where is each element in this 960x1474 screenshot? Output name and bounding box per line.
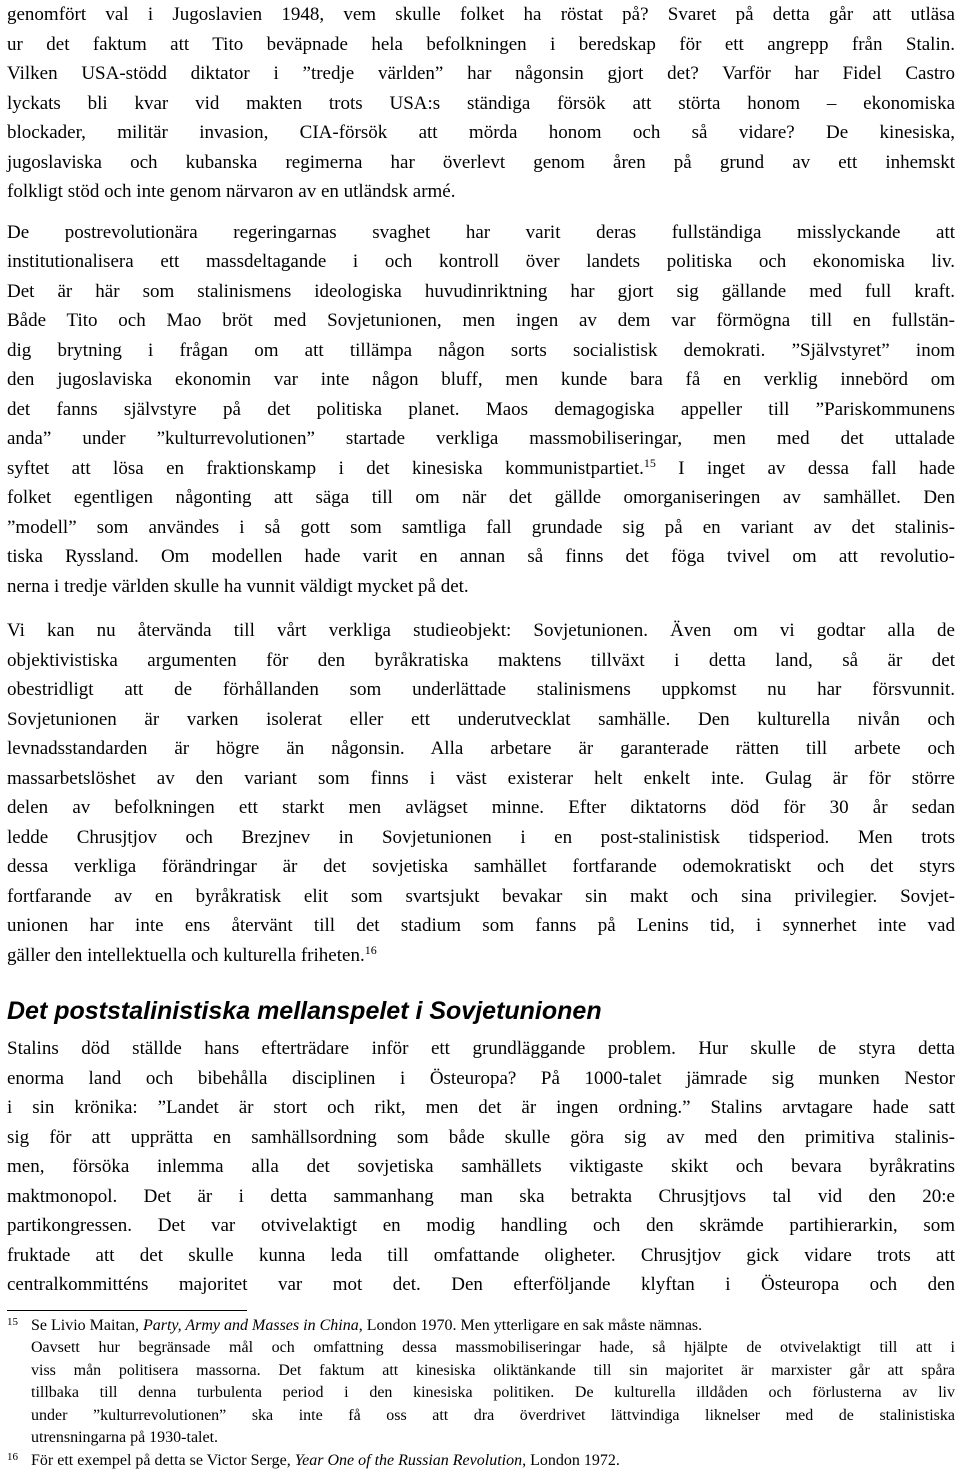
text-line — [7, 941, 955, 971]
text-line: fruktade att det skulle kunna leda till omfattande oligheter. Chrusjtjov gick vidare trots att — [7, 1244, 955, 1266]
text-line: jugoslaviska och kubanska regimerna har överlevt genom åren på grund av ett inhemskt — [7, 151, 955, 173]
text-line: men, försöka inlemma alla det sovjetiska samhällets viktigaste skikt och bevara byråkratins — [7, 1156, 955, 1177]
text-line — [31, 1450, 955, 1473]
text-segment: , London 1972. — [522, 1451, 620, 1469]
text-line — [31, 1315, 955, 1338]
text-segment: syftet att lösa en fraktionskamp i det kinesiska kommunistpartiet. — [7, 457, 644, 479]
text-line: ledde Chrusjtjov och Brezjnev in Sovjetunionen i en post-stalinistisk tidsperiod. Men trots — [7, 826, 955, 848]
text-line: dessa verkliga förändringar är det sovjetiska samhället fortfarande odemokratiskt och det styrs — [7, 856, 955, 877]
text-line: objektivistiska argumenten för den byråkratiska maktens tillväxt i detta land, så är det — [7, 649, 955, 671]
text-line: tillbaka till denna turbulenta period i den kinesiska politiken. De kulturella illdåden och förlusterna av liv — [31, 1384, 955, 1401]
footnotes — [7, 1315, 955, 1473]
text-line: blockader, militär invasion, CIA-försök att mörda honom och så vidare? De kinesiska, — [7, 122, 955, 143]
section-heading: Det poststalinistiska mellanspelet i Sovjetunionen — [7, 997, 602, 1025]
text-line: Stalins död ställde hans efterträdare inför ett grundläggande problem. Hur skulle de styra detta — [7, 1038, 955, 1059]
text-line: lyckats bli kvar vid makten trots USA:s ständiga försök att störta honom – ekonomiska — [7, 92, 955, 114]
text-line: nerna i tredje världen skulle ha vunnit väldigt mycket på det. — [7, 575, 469, 597]
text-line: centralkommitténs majoritet var mot det. Den efterföljande klyftan i Östeuropa och den — [7, 1274, 955, 1295]
text-line: dig brytning i frågan om att tillämpa någon sorts socialistisk demokrati. ”Självstyret” inom — [7, 339, 955, 361]
text-line: De postrevolutionära regeringarnas svaghet har varit deras fullständiga misslyckande att — [7, 221, 955, 243]
text-line: ur det faktum att Tito beväpnade hela befolkningen i beredskap för ett angrepp från Stalin. — [7, 33, 955, 55]
text-line: maktmonopol. Det är i detta sammanhang man ska betrakta Chrusjtjovs tal vid den 20:e — [7, 1185, 955, 1207]
text-line — [7, 454, 955, 484]
text-line: det fanns självstyre på det politiska planet. Maos demagogiska appeller till ”Pariskommunens — [7, 398, 955, 420]
text-line: delen av befolkningen ett starkt men avlägset minne. Efter diktatorns död för 30 år sedan — [7, 797, 955, 818]
paragraph-2 — [7, 218, 955, 602]
text-line: Både Tito och Mao bröt med Sovjetunionen, men ingen av dem var förmögna till en fullstän- — [7, 310, 955, 331]
footnote-16 — [7, 1450, 955, 1473]
text-line: folket egentligen någonting att säga till om när det gällde omorganiseringen av samhället. Den — [7, 487, 955, 508]
text-line: unionen har inte ens återvänt till det stadium som fanns på Lenins tid, i synnerhet inte vad — [7, 915, 955, 936]
text-line: viss mån politisera massorna. Det faktum att kinesiska oliktänkande till sin majoritet är marxister går att spåra — [31, 1361, 955, 1379]
footnote-ref-15[interactable]: 15 — [643, 455, 656, 470]
citation-title: Year One of the Russian Revolution — [294, 1451, 523, 1469]
document-page — [7, 0, 955, 1472]
text-line: Vilken USA-stödd diktator i ”tredje världen” har någonsin gjort det? Varför har Fidel Castro — [7, 63, 955, 84]
text-line: Vi kan nu återvända till vårt verkliga studieobjekt: Sovjetunionen. Även om vi godtar alla de — [7, 620, 955, 641]
text-line: den jugoslaviska ekonomin var inte någon bluff, men kunde bara få en verklig innebörd om — [7, 369, 955, 390]
text-line: Sovjetunionen är varken isolerat eller ett underutvecklat samhälle. Den kulturella nivån och — [7, 708, 955, 730]
citation-title: Party, Army and Masses in China — [142, 1316, 359, 1334]
text-line: under ”kulturrevolutionen” ska inte få oss att dra överdrivet lättvindiga liknelser med de stalinistiska — [31, 1406, 955, 1424]
text-line: obestridligt att de förhållanden som underlättade stalinismens uppkomst nu har försvunnit. — [7, 679, 955, 700]
text-segment: För ett exempel på detta se Victor Serge, — [31, 1451, 295, 1469]
text-line: Det är här som stalinismens ideologiska huvudinriktning har gjort sig gällande med full kraft. — [7, 280, 955, 302]
footnote-divider — [7, 1310, 247, 1311]
text-line: institutionalisera ett massdeltagande i och kontroll över landets politiska och ekonomiska liv. — [7, 251, 955, 272]
text-segment: gäller den intellektuella och kulturella friheten. — [7, 944, 365, 966]
text-line: Oavsett hur begränsade mål och omfattning dessa massmobiliseringar hade, så hjälpte de otvivelaktigt till att i — [31, 1339, 955, 1356]
footnote-number: 15 — [7, 1315, 18, 1328]
text-segment: , London 1970. Men ytterligare en sak måste nämnas. — [358, 1316, 703, 1334]
text-line: partikongressen. Det var otvivelaktigt en modig handling och den skrämde partihierarkin, som — [7, 1215, 955, 1236]
text-line: ”modell” som användes i så gott som samtliga fall grundade sig på en variant av det stalinis- — [7, 516, 955, 538]
text-line: fortfarande av en byråkratisk elit som svartsjukt bevakar sin makt och sina privilegier. Sovjet- — [7, 885, 955, 907]
text-line: massarbetslöshet av den variant som finns i väst existerar helt enkelt inte. Gulag är för större — [7, 767, 955, 789]
text-segment: Se Livio Maitan, — [31, 1316, 143, 1334]
text-line: anda” under ”kulturrevolutionen” startade verkliga massmobiliseringar, men med det uttalade — [7, 428, 955, 449]
paragraph-1 — [7, 0, 955, 207]
text-line: i sin krönika: ”Landet är stort och rikt, men det är ingen ordning.” Stalins arvtagare hade satt — [7, 1097, 955, 1118]
footnote-ref-16[interactable]: 16 — [364, 942, 377, 957]
text-line: folkligt stöd och inte genom närvaron av en utländsk armé. — [7, 181, 456, 202]
text-line: enorma land och bibehålla disciplinen i Östeuropa? På 1000-talet jämrade sig munken Nestor — [7, 1067, 955, 1089]
footnote-number: 16 — [7, 1450, 18, 1463]
section-paragraph — [7, 1034, 955, 1300]
text-segment: I inget av dessa fall hade — [655, 457, 956, 479]
footnote-15 — [7, 1315, 955, 1450]
text-line: tiska Ryssland. Om modellen hade varit en annan så finns det föga tvivel om att revolutio- — [7, 546, 955, 567]
text-line: genomfört val i Jugoslavien 1948, vem skulle folket ha röstat på? Svaret på detta går att utläsa — [7, 4, 955, 25]
text-line: utrensningarna på 1930-talet. — [31, 1429, 219, 1446]
text-line: sig för att upprätta en samhällsordning som både skulle göra sig av med den primitiva stalinis- — [7, 1126, 955, 1148]
paragraph-3 — [7, 616, 955, 970]
text-line: levnadsstandarden är högre än någonsin. Alla arbetare är garanterade rätten till arbete och — [7, 738, 955, 759]
